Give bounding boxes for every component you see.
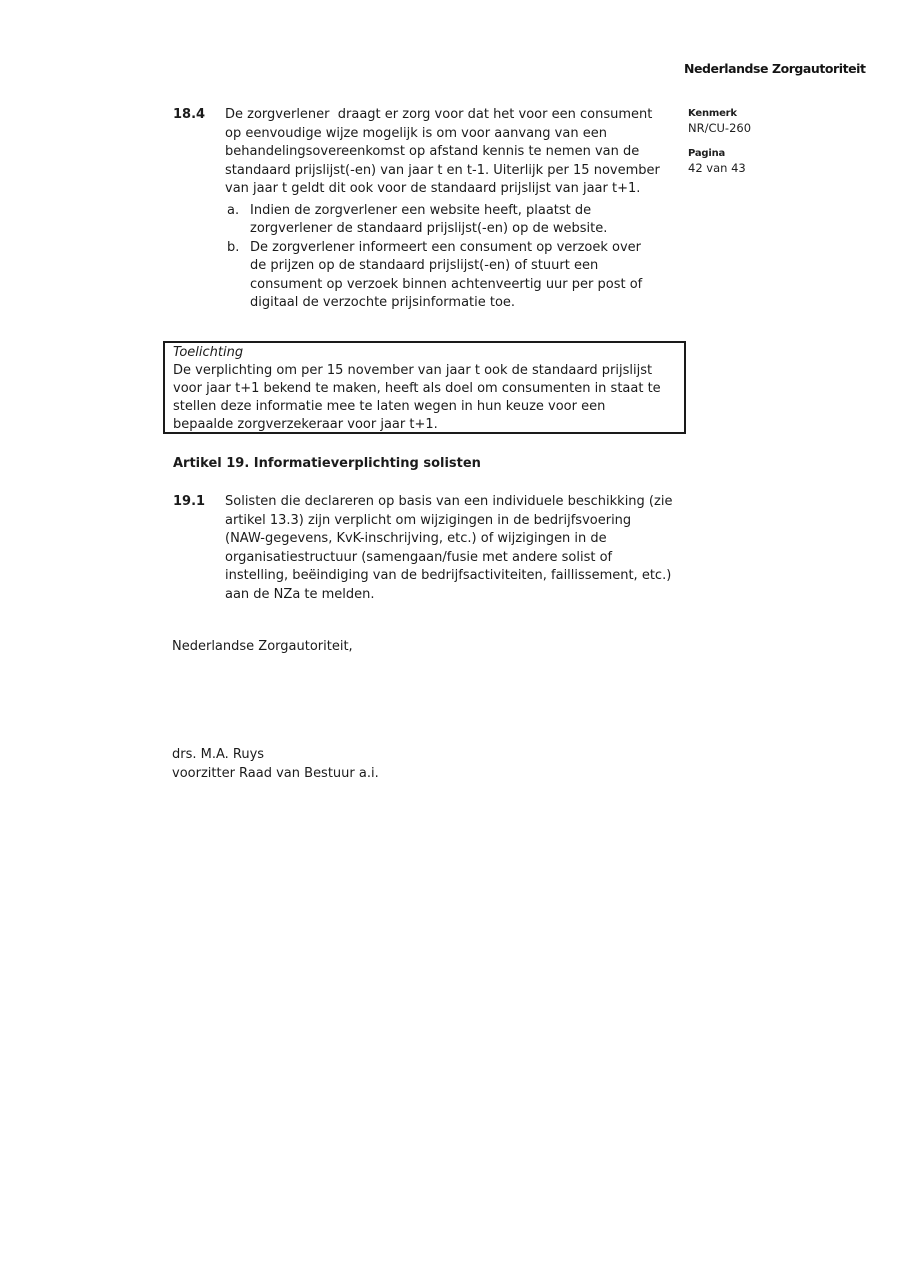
clause-19-1-body: Solisten die declareren op basis van een individuele beschikking (zie artikel 13.3) zijn verplicht om wijzigingen in de bedrijfsvoering (NAW-gegevens, KvK-inschrijving, etc.) of wijzigingen in de organisatiestructuur (samengaan/fusie met andere solist of instelling, beëindiging van de bedrijfsactiviteiten, faillissement, etc.) aan de NZa te melden. [225,494,677,602]
list-item-marker: b. [227,239,240,255]
pagina-value: 42 van 43 [688,161,746,175]
clause-19-1 [173,493,675,604]
clause-18-4-sublist [225,202,667,313]
list-item-text: De zorgverlener informeert een consument op verzoek over de prijzen op de standaard prijslijst(-en) of stuurt een consument op verzoek binnen achtenveertig uur per post of digitaal de verzochte prijsinformatie toe. [250,239,647,310]
signature-block [172,746,379,783]
clause-19-1-number: 19.1 [173,494,206,509]
signature-name: drs. M.A. Ruys [172,747,265,762]
article-19-heading: Artikel 19. Informatieverplichting solisten [173,456,481,471]
toelichting-body: De verplichting om per 15 november van jaar t ook de standaard prijslijst voor jaar t+1 bekend te maken, heeft als doel om consumenten in staat te stellen deze informatie mee te laten wegen in hun keuze voor een bepaalde zorgverzekeraar voor jaar t+1. [173,363,665,432]
clause-18-4-number: 18.4 [173,107,206,122]
pagina-label: Pagina [688,148,726,159]
toelichting-box [163,341,686,434]
clause-18-4 [173,106,667,313]
kenmerk-value: NR/CU-260 [688,121,752,135]
signature-organization: Nederlandse Zorgautoriteit, [172,639,353,654]
signature-role: voorzitter Raad van Bestuur a.i. [172,765,379,781]
toelichting-title: Toelichting [173,345,244,360]
margin-metadata [688,107,848,187]
list-item-text: Indien de zorgverlener een website heeft, plaatst de zorgverlener de standaard prijslijst(-en) op de website. [250,202,608,236]
list-item-marker: a. [227,202,240,218]
clause-18-4-body: De zorgverlener draagt er zorg voor dat het voor een consument op eenvoudige wijze mogelijk is om voor aanvang van een behandelingsovereenkomst op afstand kennis te nemen van de standaard prijslijst(-en) van jaar t en t-1. Uiterlijk per 15 november van jaar t geldt dit ook voor de standaard prijslijst van jaar t+1. [225,107,664,196]
list-item [225,239,667,313]
kenmerk-label: Kenmerk [688,108,737,119]
organization-wordmark: Nederlandse Zorgautoriteit [684,61,866,76]
clause-18-4-content [225,106,667,313]
list-item [225,202,667,239]
